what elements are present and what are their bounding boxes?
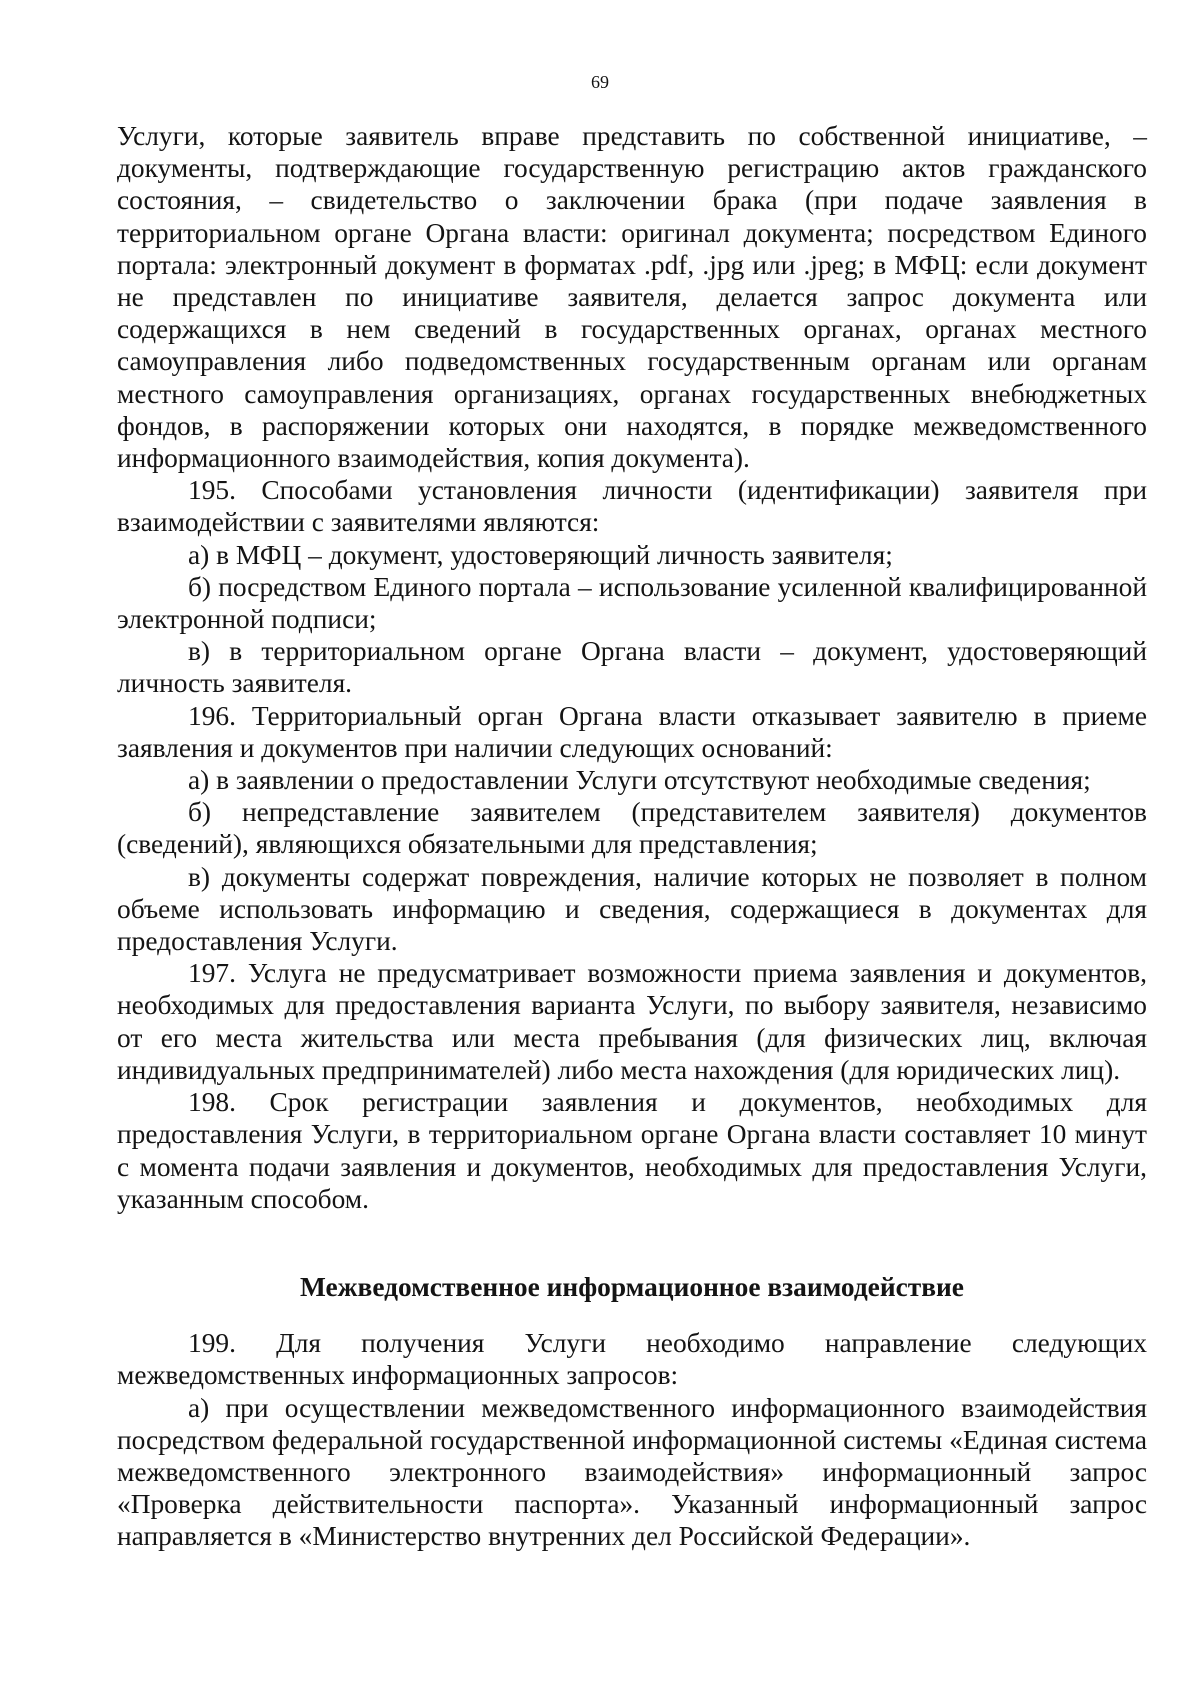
document-body	[117, 120, 1147, 1553]
paragraph-services-documents: Услуги, которые заявитель вправе представить по собственной инициативе, – документы, подтверждающие государственную регистрацию актов гражданского состояния, – свидетельство о заключении брака (при подаче заявления в территориальном органе Органа власти: оригинал документа; посредством Единого портала: электронный документ в форматах .pdf, .jpg или .jpeg; в МФЦ: если документ не представлен по инициативе заявителя, делается запрос документа или содержащихся в нем сведений в государственных органах, органах местного самоуправления либо подведомственных государственным органам или органам местного самоуправления организациях, органах государственных внебюджетных фондов, в распоряжении которых они находятся, в порядке межведомственного информационного взаимодействия, копия документа).	[117, 121, 1147, 474]
section-heading: Межведомственное информационное взаимодействие	[300, 1271, 964, 1302]
paragraph-198: 198. Срок регистрации заявления и документов, необходимых для предоставления Услуги, в территориальном органе Органа власти составляет 10 минут с момента подачи заявления и документов, необходимых для предоставления Услуги, указанным способом.	[117, 1087, 1147, 1214]
paragraph-195-v: в) в территориальном органе Органа власти – документ, удостоверяющий личность заявителя.	[117, 636, 1147, 699]
paragraph-196-v: в) документы содержат повреждения, наличие которых не позволяет в полном объеме использовать информацию и сведения, содержащиеся в документах для предоставления Услуги.	[117, 861, 1147, 957]
spacer	[117, 1215, 1147, 1271]
paragraph-196-a: а) в заявлении о предоставлении Услуги отсутствуют необходимые сведения;	[188, 765, 1091, 796]
paragraph-196: 196. Территориальный орган Органа власти отказывает заявителю в приеме заявления и документов при наличии следующих оснований:	[117, 700, 1147, 763]
paragraph-199: 199. Для получения Услуги необходимо направление следующих межведомственных информационных запросов:	[117, 1328, 1147, 1391]
paragraph-197: 197. Услуга не предусматривает возможности приема заявления и документов, необходимых для предоставления варианта Услуги, по выбору заявителя, независимо от его места жительства или места пребывания (для физических лиц, включая индивидуальных предпринимателей) либо места нахождения (для юридических лиц).	[117, 958, 1147, 1085]
paragraph-199-a: а) при осуществлении межведомственного информационного взаимодействия посредством федеральной государственной информационной системы «Единая система межведомственного электронного взаимодействия» информационный запрос «Проверка действительности паспорта». Указанный информационный запрос направляется в «Министерство внутренних дел Российской Федерации».	[117, 1392, 1147, 1552]
paragraph-195-b: б) посредством Единого портала – использование усиленной квалифицированной электронной подписи;	[117, 571, 1147, 635]
page-number: 69	[591, 72, 609, 92]
paragraph-195: 195. Способами установления личности (идентификации) заявителя при взаимодействии с заявителями являются:	[117, 475, 1147, 538]
paragraph-196-b: б) непредставление заявителем (представителем заявителя) документов (сведений), являющихся обязательными для представления;	[117, 797, 1147, 860]
spacer	[117, 1303, 1147, 1327]
paragraph-195-a: а) в МФЦ – документ, удостоверяющий личность заявителя;	[188, 539, 893, 570]
